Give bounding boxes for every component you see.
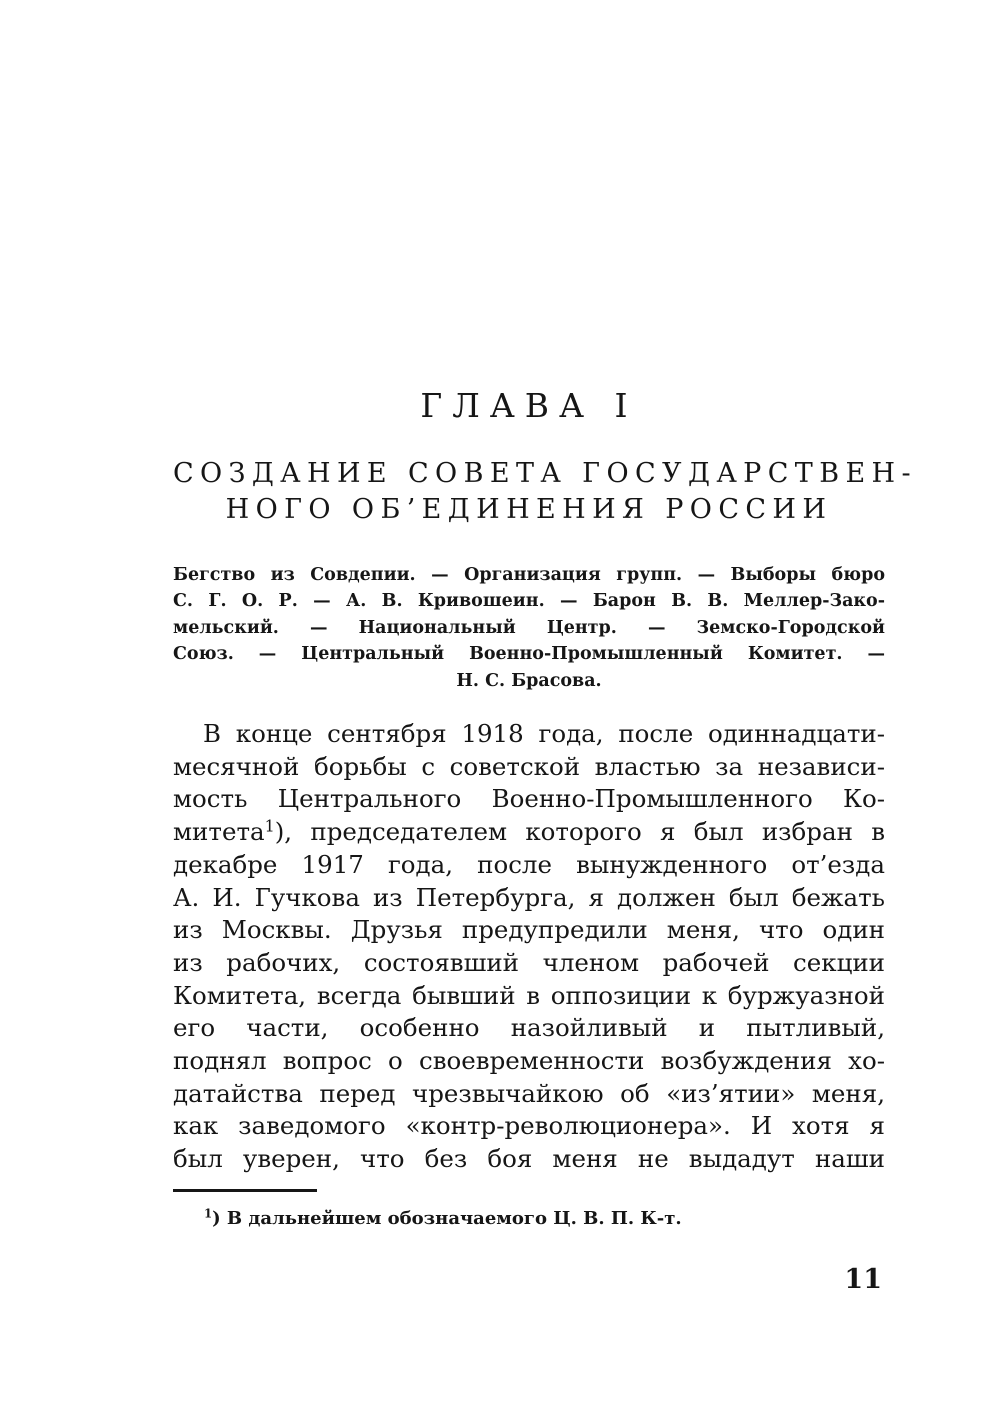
body-line-start: митета [173, 817, 265, 847]
body-line: был уверен, что без боя меня не выдадут наши [173, 1144, 885, 1174]
summary-line: Бегство из Совдепии. — Организация групп. — Выборы бюро [173, 565, 885, 585]
body-line: поднял вопрос о своевременности возбуждения хо- [173, 1046, 885, 1076]
body-line: из Москвы. Друзья предупредили меня, что один [173, 915, 885, 945]
body-text [173, 718, 885, 1176]
body-line: В конце сентября 1918 года, после одиннадцати- [203, 719, 885, 748]
body-line-end: ), председателем которого я был избран в [274, 817, 885, 847]
body-line: месячной борьбы с советской властью за независи- [173, 751, 885, 781]
body-line: мость Центрального Военно-Промышленного Ко- [173, 784, 885, 814]
body-line: как заведомого «контр-революционера». И хотя я [173, 1111, 885, 1141]
summary-line: Союз. — Центральный Военно-Промышленный Комитет. — [173, 644, 885, 665]
chapter-title-line: НОГО ОБ’ЕДИНЕНИЯ РОССИИ [225, 494, 833, 525]
footnote-text: ) В дальнейшем обозначаемого Ц. В. П. К-т. [212, 1208, 682, 1229]
body-line: Комитета, всегда бывший в оппозиции к буржуазной [173, 980, 885, 1010]
summary-line: мельский. — Национальный Центр. — Земско-Городской [173, 617, 885, 638]
chapter-title-line: СОЗДАНИЕ СОВЕТА ГОСУДАРСТВЕН- [173, 458, 918, 489]
page-number: 11 [844, 1264, 882, 1295]
body-line-with-footnote [173, 816, 885, 849]
summary-line: С. Г. О. Р. — А. В. Кривошеин. — Барон В. В. Меллер-Зако- [173, 591, 885, 612]
body-line: из рабочих, состоявший членом рабочей секции [173, 947, 885, 977]
body-line: декабре 1917 года, после вынужденного от’езда [173, 849, 885, 879]
body-line: датайства перед чрезвычайкою об «из’ятии» меня, [173, 1078, 885, 1108]
chapter-heading: ГЛАВА I [420, 386, 638, 425]
summary-line: Н. С. Брасова. [456, 670, 602, 691]
body-line: его части, особенно назойливый и пытливый, [173, 1013, 885, 1043]
footnote-divider [173, 1189, 317, 1192]
chapter-title [173, 456, 918, 528]
footnote-reference[interactable]: 1 [264, 816, 275, 836]
footnote [204, 1206, 682, 1232]
footnote-marker: 1 [204, 1206, 213, 1221]
body-line: А. И. Гучкова из Петербурга, я должен был бежать [173, 882, 885, 912]
chapter-summary [173, 562, 885, 694]
